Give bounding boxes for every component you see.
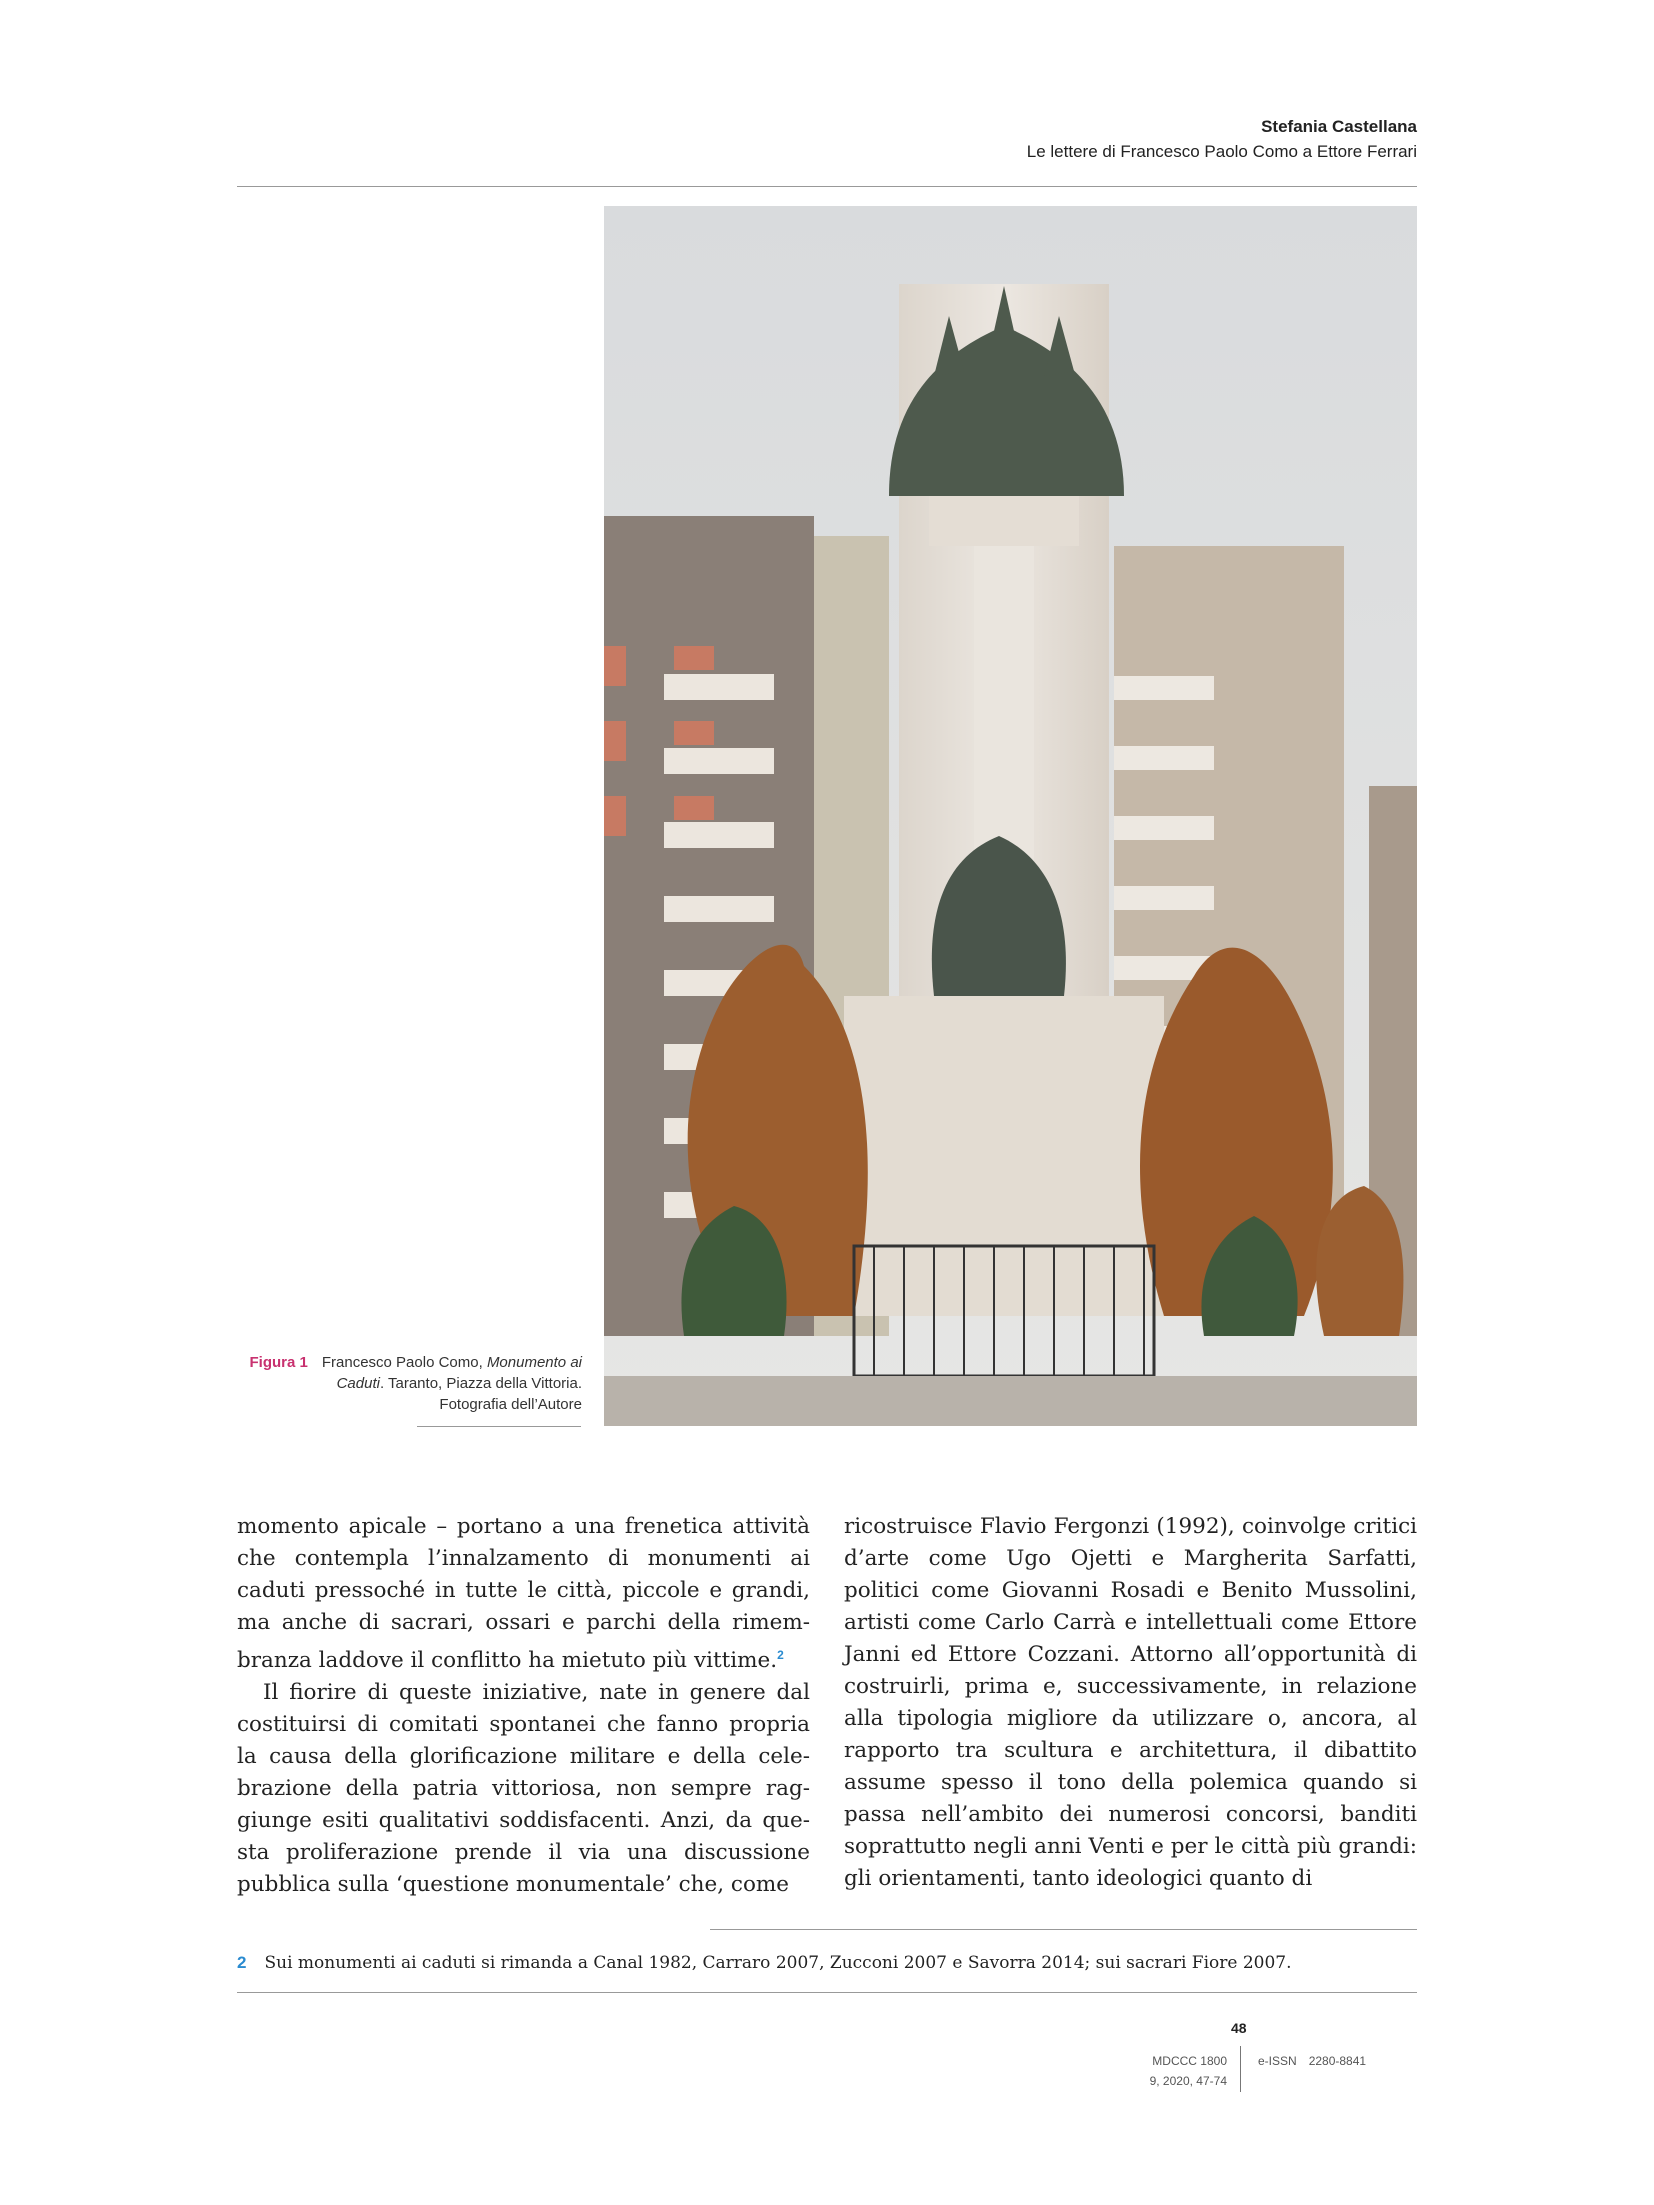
footnote-number: 2 <box>237 1953 247 1972</box>
footnote-ref[interactable]: 2 <box>777 1648 784 1662</box>
journal-info <box>1100 2051 1227 2091</box>
footnote-divider <box>710 1929 1417 1930</box>
issn-info <box>1258 2051 1366 2071</box>
figure-photo <box>604 206 1417 1426</box>
figure-label: Figura 1 <box>249 1354 308 1371</box>
caption-divider <box>417 1426 581 1427</box>
caption-author: Francesco Paolo Como, <box>321 1354 483 1371</box>
journal-name: MDCCC 1800 <box>1152 2054 1227 2068</box>
running-header <box>1027 114 1417 164</box>
body-column-right <box>844 1511 1417 1895</box>
figure-caption <box>222 1352 582 1415</box>
page-number: 48 <box>1231 2020 1247 2036</box>
paragraph-text: momento apicale – portano a una frenetica attività che contempla l’innalzamento di monumenti ai caduti pressoché in tutte le città, piccole e grandi, ma anche di sacrari, ossari e parchi della rimembranza laddove il conflitto ha mietuto più vittime. <box>237 1514 810 1674</box>
body-column-left <box>237 1511 810 1901</box>
header-title: Le lettere di Francesco Paolo Como a Ettore Ferrari <box>1026 142 1417 161</box>
footer-divider <box>1240 2046 1241 2092</box>
caption-credit: Fotografia dell’Autore <box>439 1396 582 1413</box>
journal-volume: 9, 2020, 47-74 <box>1149 2074 1227 2088</box>
paragraph <box>237 1511 810 1677</box>
footnote-bottom-divider <box>237 1992 1417 1993</box>
header-divider <box>237 186 1417 187</box>
issn-number: 2280-8841 <box>1308 2054 1367 2068</box>
caption-place: . Taranto, Piazza della Vittoria. <box>379 1375 582 1392</box>
paragraph: Il fiorire di queste iniziative, nate in genere dal costituirsi di comitati spontanei che fanno propria la causa della glorificazione militare e della celebrazione della patria vittoriosa, non sempre raggiunge esiti qualitativi soddisfacenti. Anzi, da questa proliferazione prende il via una discussione pubblica sulla ‘questione monumentale’ che, come <box>237 1680 810 1898</box>
issn-label: e-ISSN <box>1258 2054 1297 2068</box>
caption-work-title: Monumento ai Caduti <box>336 1354 582 1392</box>
footnote <box>237 1950 1417 1976</box>
paragraph: ricostruisce Flavio Fergonzi (1992), coinvolge critici d’arte come Ugo Ojetti e Margherita Sarfatti, politici come Giovanni Rosadi e Benito Mussolini, artisti come Carlo Carrà e intellettuali come Ettore Janni ed Ettore Cozzani. Attorno all’opportunità di costruirli, prima e, successivamente, in relazione alla tipologia migliore da utilizzare o, ancora, al rapporto tra scultura e architettura, il dibattito assume spesso il tono della polemica quando si passa nell’ambito dei numerosi concorsi, banditi soprattutto negli anni Venti e per le città più grandi: gli orientamenti, tanto ideologici quanto di <box>844 1514 1417 1891</box>
footnote-text: Sui monumenti ai caduti si rimanda a Canal 1982, Carraro 2007, Zucconi 2007 e Savorra 2014; sui sacrari Fiore 2007. <box>264 1953 1292 1973</box>
header-author: Stefania Castellana <box>1261 117 1417 136</box>
